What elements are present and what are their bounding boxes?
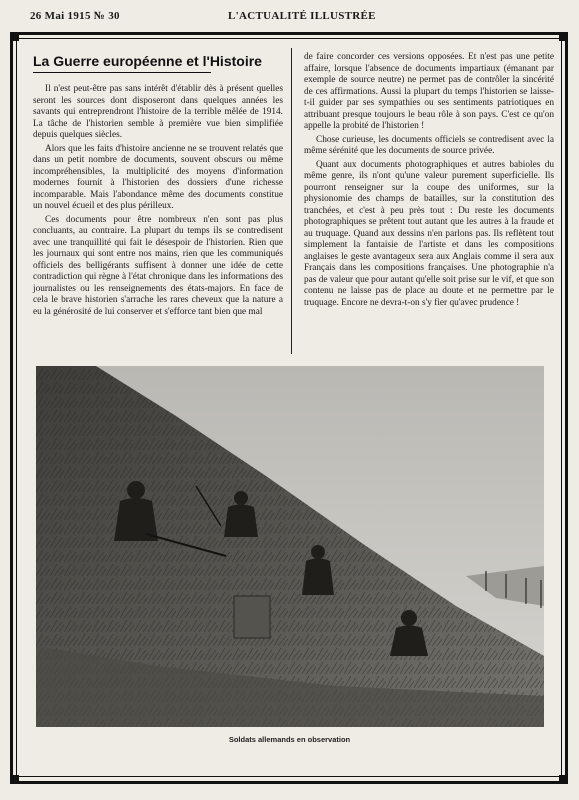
frame-corner	[559, 32, 568, 41]
article-column-right	[304, 52, 554, 311]
photograph-soldiers	[36, 366, 544, 727]
frame-corner	[559, 775, 568, 784]
paragraph: Quant aux documents photographiques et autres babioles du même genre, ils n'ont qu'une valeur purement superficielle. Ils pourront renseigner sur la coupe des uniformes, sur la physionomie des champs de batailles, sur la constitution des tranchées, et c'est à peu près tout : Du reste les documents photographiques se prêtent tout autant que les autres à la fraude et au truquage. Quand aux dessins n'en parlons pas. Ils reflètent tout simplement la fantaisie de l'artiste et dans les compositions anglaises le geste avantageux sera aux Anglais comme il sera aux Français dans les compositions françaises. Une photographie n'a pas de valeur que pour autant qu'elle soit prise sur le vif, et que son contenu ne laisse pas de place au doute et ne permettre par le truquage. Encore ne devra-t-on s'y fier qu'avec prudence !	[304, 159, 554, 308]
issue-date: 26 Mai 1915 № 30	[30, 10, 120, 22]
publication-name: L'ACTUALITÉ ILLUSTRÉE	[228, 10, 376, 22]
page-header	[30, 10, 550, 26]
frame-corner	[10, 32, 19, 41]
article-column-left	[33, 84, 283, 320]
frame-right-rule	[565, 32, 568, 784]
title-underline	[33, 72, 211, 73]
frame-left-rule	[10, 32, 13, 784]
frame-corner	[10, 775, 19, 784]
frame-right-inner-rule	[561, 38, 562, 777]
frame-left-inner-rule	[16, 38, 17, 777]
frame-top-rule	[10, 32, 568, 35]
paragraph: de faire concorder ces versions opposées. Et n'est pas une petite affaire, lorsque l'absence de documents impartiaux (émanant par exemple de source neutre) ne permet pas de contrôler la sincérité de ces affirmations. Aussi la plupart du temps l'historien se laisse-t-il guider par ses sympathies ou ses sentiments patriotiques en attribuant presque toujours le beau rôle à son pays. C'est ce qu'on appelle la probité de l'historien !	[304, 52, 554, 131]
paragraph: Il n'est peut-être pas sans intérêt d'établir dès à présent quelles seront les sources dont disposeront dans quelques années les savants qui entreprendront l'histoire de la terrible mêlée de 1914. La tâche de l'historien semble à première vue bien simplifiée depuis quelques siècles.	[33, 84, 283, 140]
paragraph: Ces documents pour être nombreux n'en sont pas plus concluants, au contraire. La plupart du temps ils se contredisent avec une tranquillité qui fait le désespoir de l'historien. Rien que les journaux qui sont entre nos mains, rien que les communiqués officiels des belligérants suffisent à donner une idée de cette contradiction qui règne à l'état chronique dans les informations des journalistes ou les renseignements des états-majors. En face de cela le brave historien s'arrache les rares cheveux que la nature a eu la générosité de lui conserver et s'efforce tant bien que mal	[33, 214, 283, 317]
photo-caption: Soldats allemands en observation	[228, 735, 351, 744]
paragraph: Alors que les faits d'histoire ancienne ne se trouvent relatés que dans un petit nombre de documents, souvent obscurs ou même incompréhensibles, la multiplicité des moyens d'information modernes fournit à l'historien des dossiers d'une richesse incomparable. Mais l'abondance même des documents constitue un nouvel écueil et des plus périlleux.	[33, 143, 283, 211]
frame-bottom-rule	[10, 781, 568, 784]
article-title: La Guerre européenne et l'Histoire	[33, 53, 262, 69]
paragraph: Chose curieuse, les documents officiels se contredisent avec la même sérénité que les documents de source privée.	[304, 134, 554, 156]
photo-illustration	[36, 366, 544, 727]
column-divider	[291, 48, 292, 354]
frame-bottom-inner-rule	[10, 776, 568, 777]
frame-top-inner-rule	[10, 38, 568, 39]
